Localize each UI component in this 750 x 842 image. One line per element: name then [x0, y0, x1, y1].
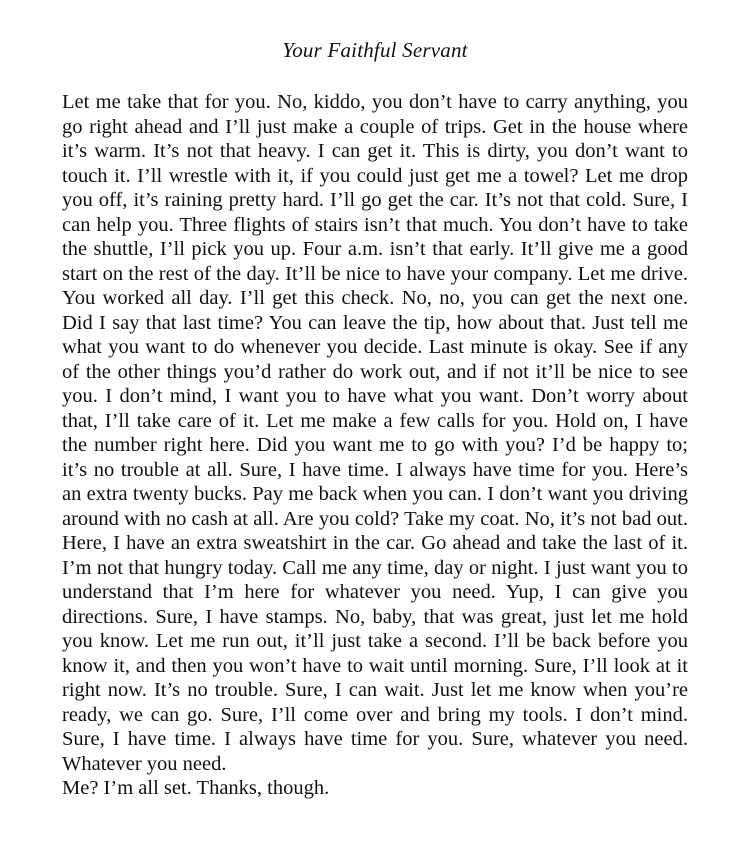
document-body [62, 90, 688, 801]
document-title: Your Faithful Servant [282, 38, 468, 62]
body-paragraph-1: Let me take that for you. No, kiddo, you don’t have to carry anything, you go right ahead and I’ll just make a couple of trips. Get in the house where it’s warm. It’s not that heavy. I can get it. This is dirty, you don’t want to touch it. I’ll wrestle with it, if you could just get me a towel? Let me drop you off, it’s raining pretty hard. I’ll go get the car. It’s not that cold. Sure, I can help you. Three flights of stairs isn’t that much. You don’t have to take the shuttle, I’ll pick you up. Four a.m. isn’t that early. It’ll give me a good start on the rest of the day. It’ll be nice to have your company. Let me drive. You worked all day. I’ll get this check. No, no, you can get the next one. Did I say that last time? You can leave the tip, how about that. Just tell me what you want to do whenever you decide. Last minute is okay. See if any of the other things you’d rather do work out, and if not it’ll be nice to see you. I don’t mind, I want you to have what you want. Don’t worry about that, I’ll take care of it. Let me make a few calls for you. Hold on, I have the number right here. Did you want me to go with you? I’d be happy to; it’s no trouble at all. Sure, I have time. I always have time for you. Here’s an extra twenty bucks. Pay me back when you can. I don’t want you driving around with no cash at all. Are you cold? Take my coat. No, it’s not bad out. Here, I have an extra sweatshirt in the car. Go ahead and take the last of it. I’m not that hungry today. Call me any time, day or night. I just want you to understand that I’m here for whatever you need. Yup, I can give you directions. Sure, I have stamps. No, baby, that was great, just let me hold you know. Let me run out, it’ll just take a second. I’ll be back before you know it, and then you won’t have to wait until morning. Sure, I’ll look at it right now. It’s no trouble. Sure, I can wait. Just let me know when you’re ready, we can go. Sure, I’ll come over and bring my tools. I don’t mind. Sure, I have time. I always have time for you. Sure, whatever you need. Whatever you need. [62, 91, 688, 775]
body-paragraph-2: Me? I’m all set. Thanks, though. [62, 777, 330, 799]
